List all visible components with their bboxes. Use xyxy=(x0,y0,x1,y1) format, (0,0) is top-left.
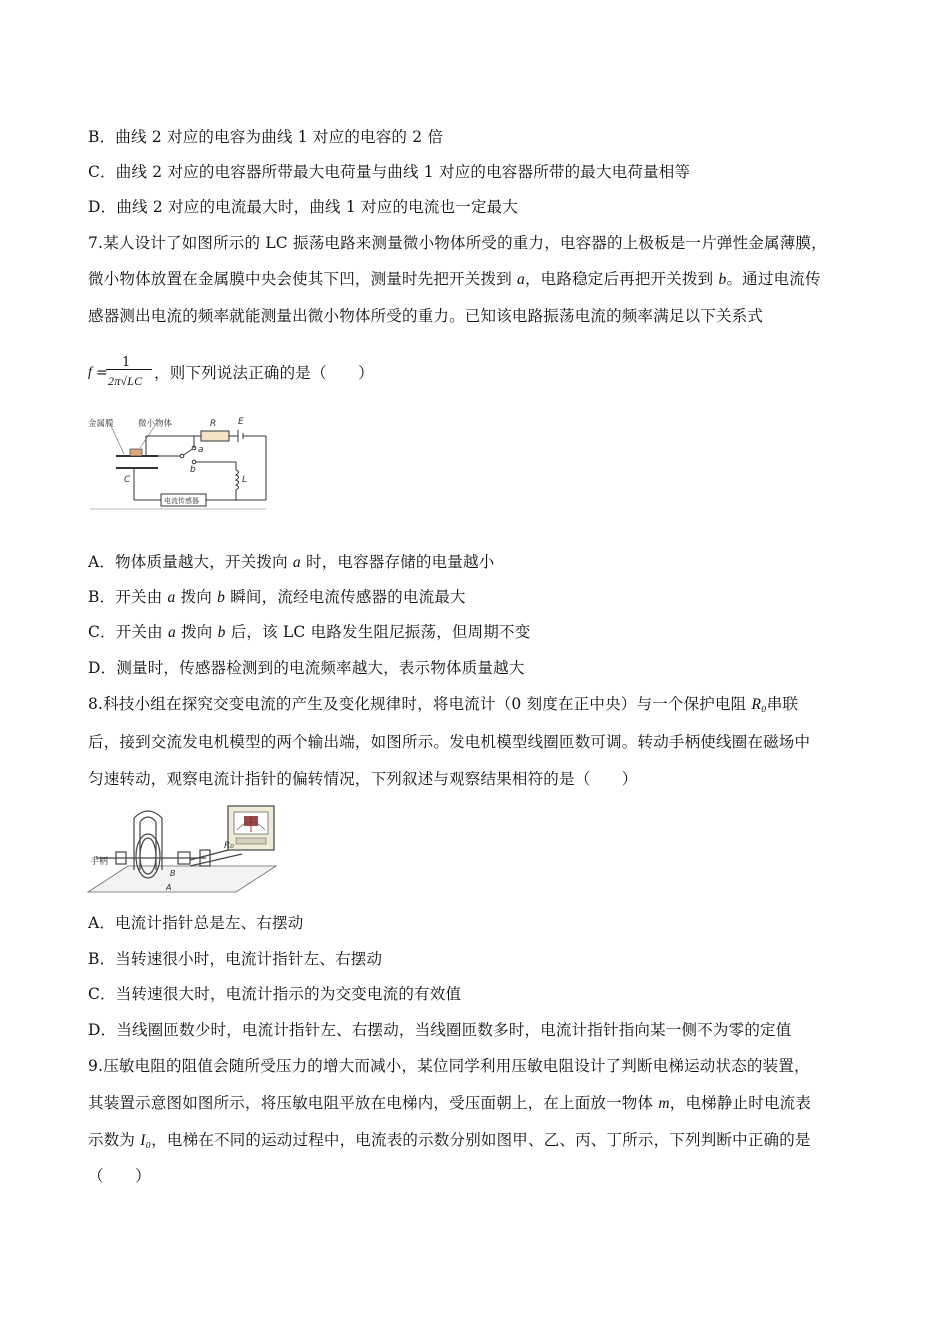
label-small-object: 微小物体 xyxy=(138,419,173,429)
label-e: E xyxy=(238,417,244,427)
q8-option-b: B．当转速很小时，电流计指针左、右摆动 xyxy=(88,950,383,968)
q7-stem-line2: 微小物体放置在金属膜中央会使其下凹，测量时先把开关拨到 a，电路稳定后再把开关拨到 b。通过电流传 xyxy=(88,270,821,288)
label-a-terminal: A xyxy=(166,883,172,892)
label-b-terminal: B xyxy=(170,869,176,878)
label-handle: 手柄 xyxy=(90,857,109,867)
q6-option-c: C．曲线 2 对应的电容器所带最大电荷量与曲线 1 对应的电容器所带的最大电荷量相等 xyxy=(88,163,691,181)
q9-stem-line2: 其装置示意图如图所示，将压敏电阻平放在电梯内，受压面朝上，在上面放一物体 m，电梯静止时电流表 xyxy=(88,1094,812,1112)
formula-f: f xyxy=(88,365,93,380)
q9-stem-line1: 9.压敏电阻的阻值会随所受压力的增大而减小，某位同学利用压敏电阻设计了判断电梯运动状态的装置， xyxy=(88,1057,810,1075)
formula-numerator: 1 xyxy=(122,355,131,370)
label-r0: R₀ xyxy=(224,841,234,851)
q8-stem-line3: 匀速转动，观察电流计指针的偏转情况，下列叙述与观察结果相符的是（ ） xyxy=(88,770,638,788)
q6-option-d: D．曲线 2 对应的电流最大时，曲线 1 对应的电流也一定最大 xyxy=(88,198,519,216)
small-object-shape xyxy=(130,449,142,456)
q8-stem-line1: 8.科技小组在探究交变电流的产生及变化规律时，将电流计（0 刻度在正中央）与一个保护电阻 R₀串联 xyxy=(88,695,799,713)
lc-circuit-figure xyxy=(86,410,270,514)
q6-option-b: B．曲线 2 对应的电容为曲线 1 对应的电容的 2 倍 xyxy=(88,128,444,146)
generator-figure xyxy=(86,800,278,898)
q8-option-d: D．当线圈匝数少时，电流计指针左、右摆动，当线圈匝数多时，电流计指针指向某一侧不为零的定值 xyxy=(88,1021,792,1039)
q8-stem-line2: 后，接到交流发电机模型的两个输出端，如图所示。发电机模型线圈匝数可调。转动手柄使线圈在磁场中 xyxy=(88,733,811,751)
q7-option-b: B．开关由 a 拨向 b 瞬间，流经电流传感器的电流最大 xyxy=(88,588,466,606)
q9-stem-line4: （ ） xyxy=(88,1167,151,1185)
label-c: C xyxy=(124,475,131,485)
q7-stem-line3: 感器测出电流的频率就能测量出微小物体所受的重力。已知该电路振荡电流的频率满足以下关系式 xyxy=(88,307,764,325)
q7-option-c: C．开关由 a 拨向 b 后，该 LC 电路发生阻尼振荡，但周期不变 xyxy=(88,623,531,641)
q7-option-a: A．物体质量越大，开关拨向 a 时，电容器存储的电量越小 xyxy=(88,553,495,571)
q7-stem-tail: ，则下列说法正确的是（ ） xyxy=(154,364,374,382)
label-a: a xyxy=(198,445,204,455)
q8-option-c: C．当转速很大时，电流计指示的为交变电流的有效值 xyxy=(88,985,462,1003)
label-metal-film: 金属膜 xyxy=(88,419,114,429)
q9-stem-line3: 示数为 I₀，电梯在不同的运动过程中，电流表的示数分别如图甲、乙、丙、丁所示，下列判断中正确的是 xyxy=(88,1131,811,1149)
formula-denominator: 2π√LC xyxy=(108,374,143,388)
label-b: b xyxy=(190,465,196,475)
label-r: R xyxy=(210,419,217,429)
q8-option-a: A．电流计指针总是左、右摆动 xyxy=(88,914,304,932)
label-current-sensor: 电流传感器 xyxy=(164,497,199,505)
q7-stem-line1: 7.某人设计了如图所示的 LC 振荡电路来测量微小物体所受的重力，电容器的上极板是一片弹性金属薄膜， xyxy=(88,234,827,252)
label-l: L xyxy=(242,475,248,485)
q7-option-d: D．测量时，传感器检测到的电流频率越大，表示物体质量越大 xyxy=(88,659,525,677)
